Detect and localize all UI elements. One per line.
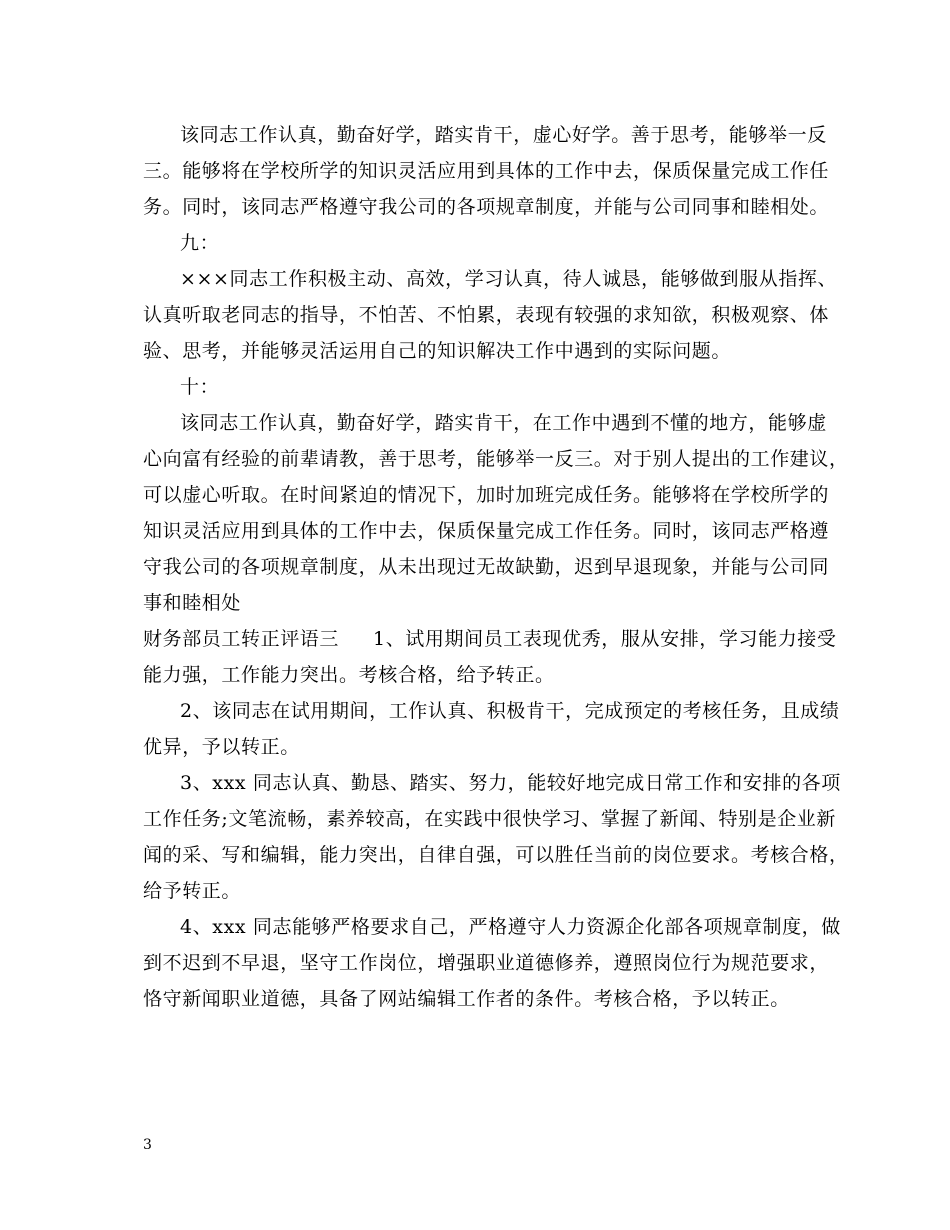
paragraph — [143, 405, 849, 621]
finance-section — [143, 621, 837, 693]
text-line: 优异，予以转正。 — [143, 736, 300, 758]
text-line: 验、思考，并能够灵活运用自己的知识解决工作中遇到的实际问题。 — [143, 340, 732, 362]
text-line: 三。能够将在学校所学的知识灵活应用到具体的工作中去，保质保量完成工作任 — [143, 160, 830, 182]
paragraph — [143, 261, 838, 369]
text-line: 到不迟到不早退，坚守工作岗位，增强职业道德修养，遵照岗位行为规范要求， — [143, 952, 830, 974]
text-line: 可以虚心听取。在时间紧迫的情况下，加时加班完成任务。能够将在学校所学的 — [143, 484, 830, 506]
text-line: 认真听取老同志的指导，不怕苦、不怕累，表现有较强的求知欲，积极观察、体 — [143, 304, 830, 326]
list-item — [143, 765, 849, 909]
list-item — [143, 909, 841, 1017]
text-line: 给予转正。 — [143, 880, 242, 902]
text-line: 守我公司的各项规章制度，从未出现过无故缺勤，迟到早退现象，并能与公司同 — [143, 556, 830, 578]
item-1-start: 1、试用期间员工表现优秀，服从安排，学习能力接受 — [373, 628, 837, 650]
text-line: 心向富有经验的前辈请教，善于思考，能够举一反三。对于别人提出的工作建议， — [143, 448, 849, 470]
paragraph — [143, 117, 830, 225]
section-heading: 十： — [180, 376, 220, 398]
text-line: 4、xxx 同志能够严格要求自己，严格遵守人力资源企化部各项规章制度，做 — [180, 916, 841, 938]
text-line: 务。同时，该同志严格遵守我公司的各项规章制度，并能与公司同事和睦相处。 — [143, 196, 830, 218]
text-line: 能力强，工作能力突出。考核合格，给予转正。 — [143, 664, 555, 686]
page-number: 3 — [143, 1137, 152, 1153]
text-line: ×××同志工作积极主动、高效，学习认真，待人诚恳，能够做到服从指挥、 — [180, 268, 838, 290]
text-line: 3、xxx 同志认真、勤恳、踏实、努力，能较好地完成日常工作和安排的各项 — [180, 772, 841, 794]
text-line: 该同志工作认真，勤奋好学，踏实肯干，虚心好学。善于思考，能够举一反 — [180, 124, 827, 146]
section-title: 财务部员工转正评语三 — [143, 628, 340, 650]
text-line: 2、该同志在试用期间，工作认真、积极肯干，完成预定的考核任务，且成绩 — [180, 700, 840, 722]
list-item — [143, 693, 840, 765]
section-heading: 九： — [180, 232, 220, 254]
text-line: 工作任务;文笔流畅，素养较高，在实践中很快学习、掌握了新闻、特别是企业新 — [143, 808, 837, 830]
text-line: 该同志工作认真，勤奋好学，踏实肯干，在工作中遇到不懂的地方，能够虚 — [180, 412, 827, 434]
text-line: 闻的采、写和编辑，能力突出，自律自强，可以胜任当前的岗位要求。考核合格， — [143, 844, 849, 866]
text-line — [143, 621, 837, 657]
text-line: 事和睦相处 — [143, 592, 242, 614]
text-line: 恪守新闻职业道德，具备了网站编辑工作者的条件。考核合格，予以转正。 — [143, 988, 790, 1010]
document-body — [143, 117, 849, 1017]
text-line: 知识灵活应用到具体的工作中去，保质保量完成工作任务。同时，该同志严格遵 — [143, 520, 830, 542]
